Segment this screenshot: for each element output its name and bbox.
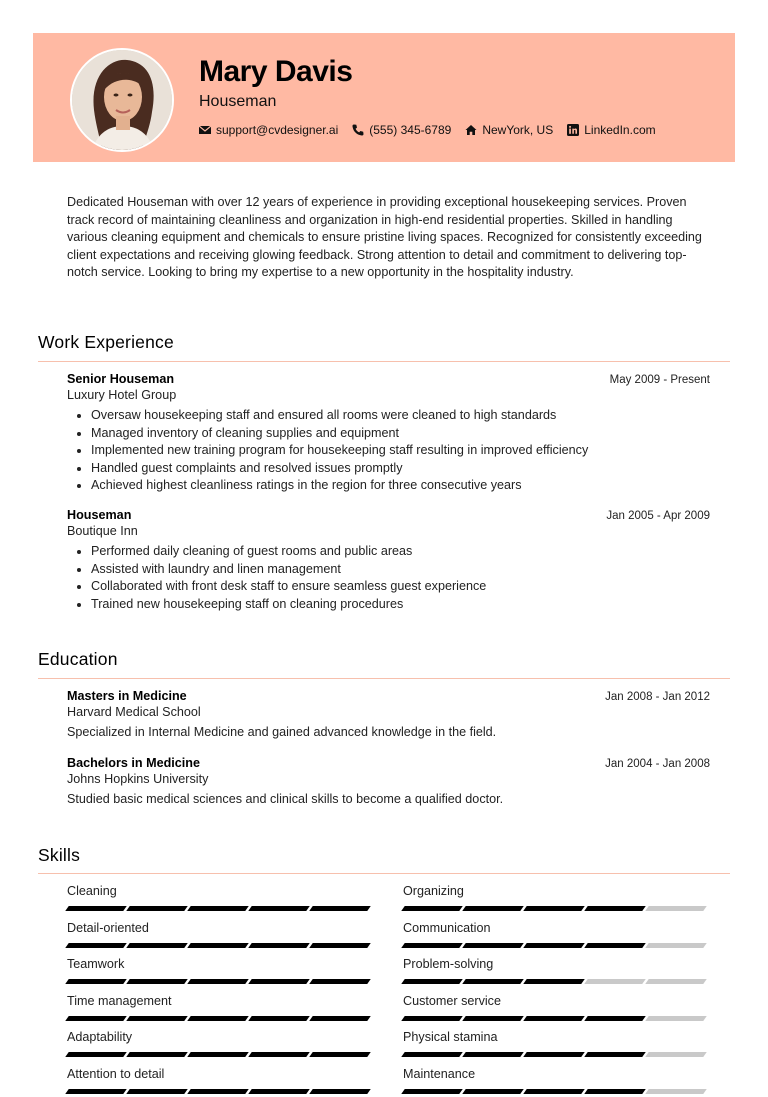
education-entry bbox=[67, 689, 710, 739]
work-experience-heading: Work Experience bbox=[38, 332, 174, 352]
skill-level-segment bbox=[187, 943, 249, 948]
skill-level-segment bbox=[65, 906, 127, 911]
job-company: Boutique Inn bbox=[67, 524, 138, 538]
job-title: Houseman bbox=[67, 508, 132, 522]
skill-level-segment bbox=[309, 943, 371, 948]
degree-title: Masters in Medicine bbox=[67, 689, 187, 703]
skill-level-segment bbox=[584, 1052, 646, 1057]
job-date: Jan 2005 - Apr 2009 bbox=[606, 510, 710, 522]
education-heading: Education bbox=[38, 649, 118, 669]
list-item: • Achieved highest cleanliness ratings in the region for three consecutive years bbox=[91, 477, 710, 495]
list-item: • Assisted with laundry and linen management bbox=[91, 561, 710, 579]
skill-level-segment bbox=[65, 943, 127, 948]
skill-level-segment bbox=[523, 1089, 585, 1094]
job-entry bbox=[67, 508, 710, 613]
skill-name: Detail-oriented bbox=[67, 920, 149, 935]
list-item: • Implemented new training program for housekeeping staff resulting in improved efficiency bbox=[91, 442, 710, 460]
skill-item bbox=[403, 1030, 709, 1060]
contact-linkedin[interactable] bbox=[567, 123, 655, 137]
skill-level-bar bbox=[67, 1016, 369, 1021]
school-name: Harvard Medical School bbox=[67, 705, 201, 719]
skill-level-segment bbox=[401, 943, 463, 948]
skill-level-bar bbox=[403, 906, 705, 911]
contact-location-text: NewYork, US bbox=[482, 123, 554, 137]
skill-level-segment bbox=[309, 979, 371, 984]
phone-icon bbox=[352, 124, 364, 136]
skill-level-segment bbox=[309, 1016, 371, 1021]
skill-level-segment bbox=[248, 1089, 310, 1094]
skill-level-segment bbox=[309, 1052, 371, 1057]
skills-heading: Skills bbox=[38, 845, 81, 865]
skill-level-segment bbox=[462, 979, 524, 984]
education-date: Jan 2008 - Jan 2012 bbox=[605, 691, 710, 703]
skill-level-segment bbox=[462, 906, 524, 911]
skill-level-segment bbox=[248, 1016, 310, 1021]
skill-level-segment bbox=[584, 943, 646, 948]
skill-name: Organizing bbox=[403, 884, 464, 898]
skill-level-segment bbox=[462, 1016, 524, 1021]
skill-level-segment bbox=[187, 1052, 249, 1057]
skill-level-segment bbox=[645, 1016, 707, 1021]
skill-level-segment bbox=[126, 906, 188, 911]
skill-level-segment bbox=[523, 943, 585, 948]
skill-level-segment bbox=[248, 906, 310, 911]
skill-level-segment bbox=[584, 906, 646, 911]
skill-name: Time management bbox=[67, 993, 172, 1008]
education-entry bbox=[67, 756, 710, 806]
skill-level-segment bbox=[462, 1052, 524, 1057]
skill-name: Teamwork bbox=[67, 957, 125, 971]
skill-level-segment bbox=[309, 906, 371, 911]
skill-level-segment bbox=[645, 943, 707, 948]
skill-level-segment bbox=[523, 979, 585, 984]
school-name: Johns Hopkins University bbox=[67, 772, 209, 786]
skill-name: Problem-solving bbox=[403, 957, 494, 971]
resume-header bbox=[33, 33, 735, 162]
skill-level-segment bbox=[523, 1052, 585, 1057]
list-item: • Managed inventory of cleaning supplies and equipment bbox=[91, 425, 710, 443]
skill-level-segment bbox=[645, 1089, 707, 1094]
skill-level-segment bbox=[401, 1089, 463, 1094]
education-description: Specialized in Internal Medicine and gained advanced knowledge in the field. bbox=[67, 725, 497, 739]
skill-level-bar bbox=[67, 1052, 369, 1057]
skill-level-segment bbox=[523, 1016, 585, 1021]
skill-level-bar bbox=[403, 943, 705, 948]
skill-item bbox=[67, 994, 373, 1024]
skill-item bbox=[403, 921, 709, 951]
skill-level-segment bbox=[401, 979, 463, 984]
skill-name: Cleaning bbox=[67, 884, 117, 898]
skill-level-segment bbox=[65, 1052, 127, 1057]
contact-phone-text: (555) 345-6789 bbox=[369, 123, 452, 137]
skill-name: Adaptability bbox=[67, 1030, 133, 1044]
skill-level-segment bbox=[584, 1089, 646, 1094]
contact-phone[interactable] bbox=[352, 123, 451, 137]
contact-list bbox=[199, 123, 656, 137]
contact-email-text: support@cvdesigner.ai bbox=[216, 123, 339, 137]
profile-photo bbox=[70, 48, 174, 152]
list-item: • Collaborated with front desk staff to ensure seamless guest experience bbox=[91, 578, 710, 596]
skill-level-segment bbox=[462, 1089, 524, 1094]
envelope-icon bbox=[199, 124, 211, 136]
degree-title: Bachelors in Medicine bbox=[67, 756, 200, 770]
skill-level-bar bbox=[67, 943, 369, 948]
skill-level-segment bbox=[584, 979, 646, 984]
job-company: Luxury Hotel Group bbox=[67, 388, 177, 402]
skill-item bbox=[67, 957, 373, 987]
skill-level-segment bbox=[65, 979, 127, 984]
contact-linkedin-text: LinkedIn.com bbox=[584, 123, 656, 137]
skill-item bbox=[67, 921, 373, 951]
skill-item bbox=[403, 994, 709, 1024]
skill-name: Physical stamina bbox=[403, 1030, 498, 1044]
contact-email[interactable] bbox=[199, 123, 338, 137]
skill-level-segment bbox=[401, 906, 463, 911]
skill-level-segment bbox=[248, 979, 310, 984]
skill-name: Attention to detail bbox=[67, 1066, 165, 1081]
skill-level-segment bbox=[401, 1016, 463, 1021]
job-date: May 2009 - Present bbox=[609, 374, 710, 386]
skill-level-segment bbox=[187, 1016, 249, 1021]
skill-item bbox=[67, 884, 373, 914]
skill-level-segment bbox=[187, 906, 249, 911]
skill-level-bar bbox=[403, 979, 705, 984]
skill-level-segment bbox=[126, 979, 188, 984]
skill-level-segment bbox=[248, 943, 310, 948]
skill-level-bar bbox=[67, 1089, 369, 1094]
section-divider bbox=[38, 873, 730, 874]
skill-level-bar bbox=[67, 906, 369, 911]
skill-level-segment bbox=[645, 979, 707, 984]
skill-level-bar bbox=[67, 979, 369, 984]
candidate-title: Houseman bbox=[199, 93, 277, 110]
education-date: Jan 2004 - Jan 2008 bbox=[605, 758, 710, 770]
skill-level-segment bbox=[462, 943, 524, 948]
list-item: • Oversaw housekeeping staff and ensured all rooms were cleaned to high standards bbox=[91, 407, 710, 425]
skill-level-segment bbox=[126, 943, 188, 948]
skill-level-segment bbox=[645, 906, 707, 911]
skill-name: Customer service bbox=[403, 993, 501, 1008]
education-description: Studied basic medical sciences and clinical skills to become a qualified doctor. bbox=[67, 792, 504, 806]
skill-level-segment bbox=[126, 1052, 188, 1057]
skill-item bbox=[67, 1030, 373, 1060]
skill-item bbox=[403, 957, 709, 987]
skill-level-segment bbox=[309, 1089, 371, 1094]
job-title: Senior Houseman bbox=[67, 372, 175, 386]
list-item: • Trained new housekeeping staff on cleaning procedures bbox=[91, 596, 710, 614]
skill-item bbox=[403, 884, 709, 914]
job-bullets bbox=[67, 407, 710, 495]
list-item: • Performed daily cleaning of guest rooms and public areas bbox=[91, 543, 710, 561]
home-icon bbox=[465, 124, 477, 136]
skill-level-segment bbox=[126, 1089, 188, 1094]
skill-level-bar bbox=[403, 1052, 705, 1057]
section-divider bbox=[38, 678, 730, 679]
skill-name: Maintenance bbox=[403, 1066, 476, 1081]
skill-item bbox=[67, 1067, 373, 1097]
skill-level-segment bbox=[126, 1016, 188, 1021]
job-bullets bbox=[67, 543, 710, 613]
skill-level-segment bbox=[248, 1052, 310, 1057]
profile-summary: Dedicated Houseman with over 12 years of experience in providing exceptional housekeeping services. Proven track record of maintaining cleanliness and organization in high-end residential properties. Skilled in handling various cleaning equipment and chemicals to ensure pristine living spaces. Recognized for consistently exceeding client expectations and receiving glowing feedback. Strong attention to detail and commitment to delivering top-notch service. Looking to bring my expertise to a new opportunity in the hospitality industry. bbox=[67, 195, 702, 280]
linkedin-icon bbox=[567, 124, 579, 136]
job-entry bbox=[67, 372, 710, 495]
skill-level-segment bbox=[65, 1089, 127, 1094]
skill-level-segment bbox=[645, 1052, 707, 1057]
section-divider bbox=[38, 361, 730, 362]
skill-level-segment bbox=[65, 1016, 127, 1021]
skill-level-segment bbox=[584, 1016, 646, 1021]
candidate-name: Mary Davis bbox=[199, 55, 353, 88]
skill-level-segment bbox=[187, 1089, 249, 1094]
skill-name: Communication bbox=[403, 920, 491, 935]
skill-item bbox=[403, 1067, 709, 1097]
skill-level-segment bbox=[523, 906, 585, 911]
list-item: • Handled guest complaints and resolved issues promptly bbox=[91, 460, 710, 478]
skill-level-bar bbox=[403, 1089, 705, 1094]
contact-location bbox=[465, 123, 553, 137]
skill-level-bar bbox=[403, 1016, 705, 1021]
skill-level-segment bbox=[187, 979, 249, 984]
skill-level-segment bbox=[401, 1052, 463, 1057]
